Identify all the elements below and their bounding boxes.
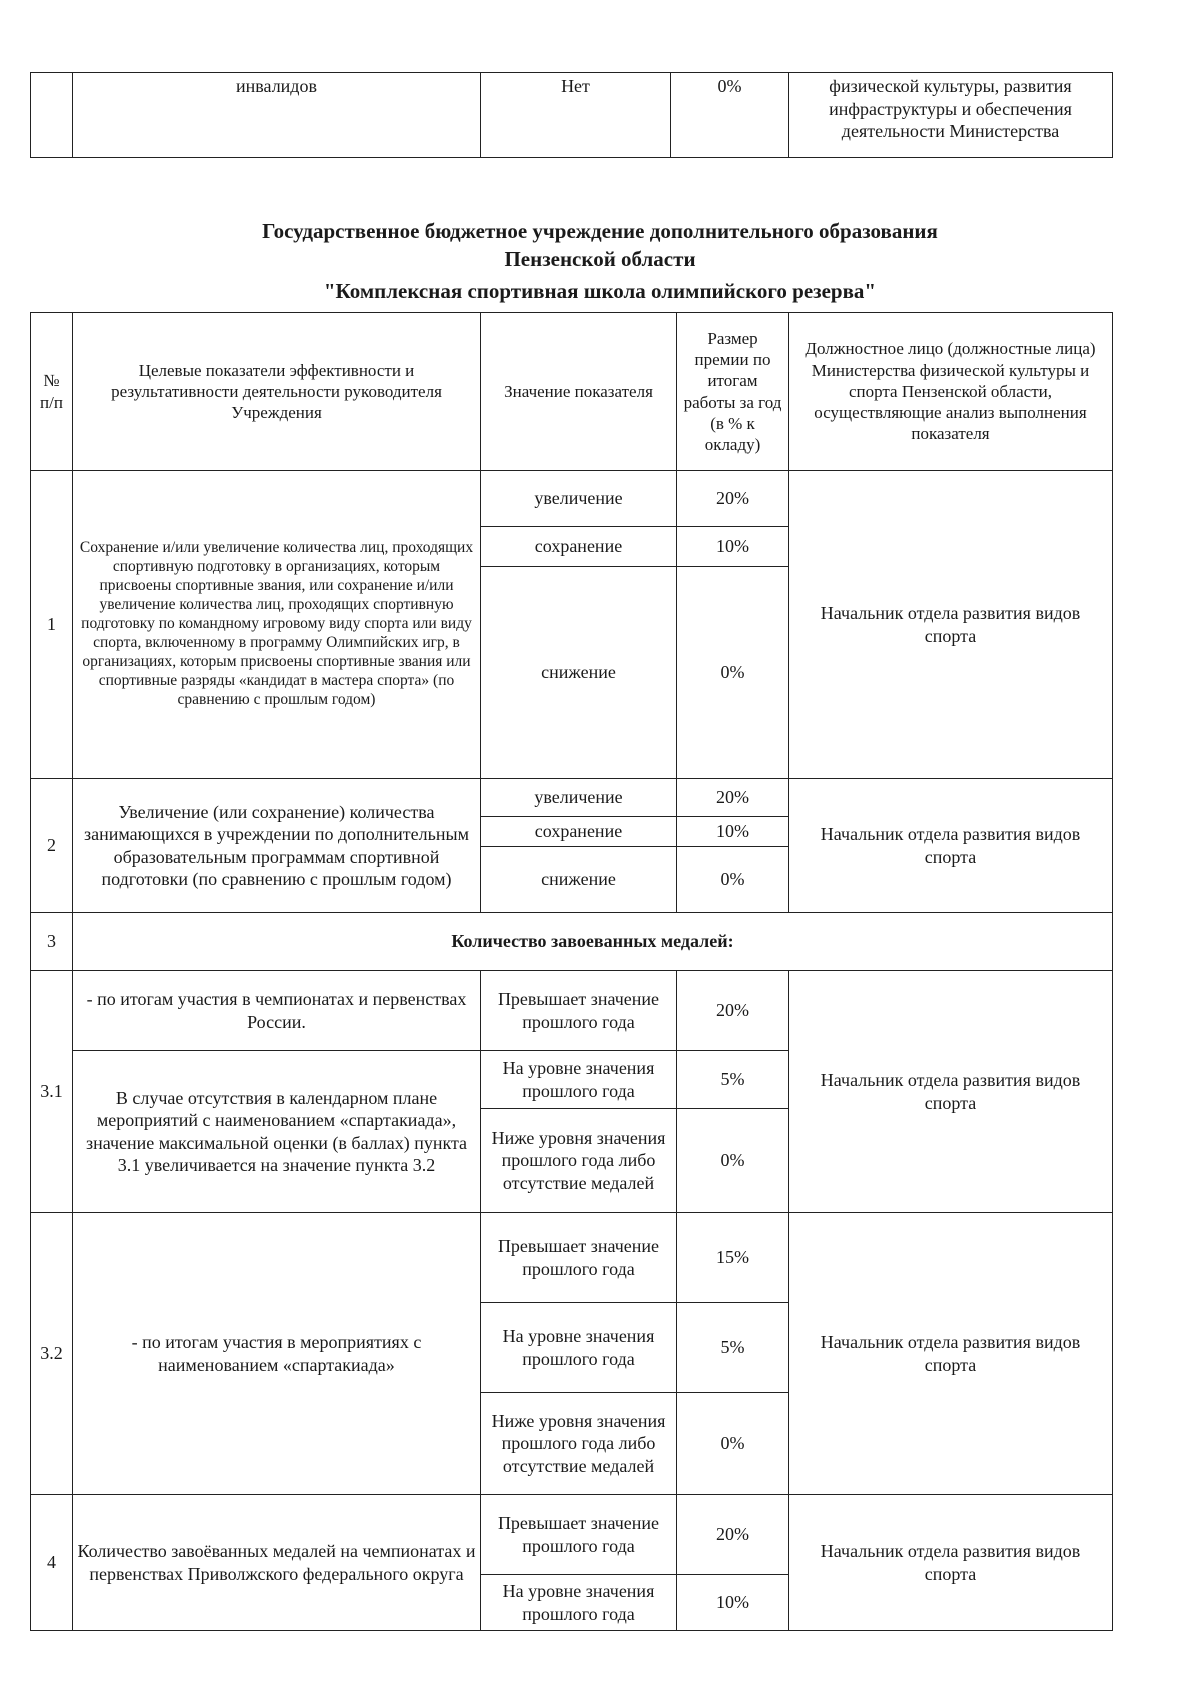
value-cell: Нет xyxy=(481,73,671,158)
percent-cell: 20% xyxy=(677,779,789,817)
row-num: 4 xyxy=(31,1495,73,1631)
value-cell: Превышает значение прошлого года xyxy=(481,1495,677,1575)
value-cell: увеличение xyxy=(481,779,677,817)
percent-cell: 0% xyxy=(677,1393,789,1495)
percent-cell: 0% xyxy=(677,847,789,913)
official-cell: физической культуры, развития инфраструктуры и обеспечения деятельности Министерства xyxy=(789,73,1113,158)
value-cell: сохранение xyxy=(481,817,677,847)
value-cell: снижение xyxy=(481,847,677,913)
table-row xyxy=(31,73,1113,158)
row-criterion: Количество завоёванных медалей на чемпионатах и первенствах Приволжского федерального округа xyxy=(73,1495,481,1631)
value-cell: Превышает значение прошлого года xyxy=(481,971,677,1051)
percent-cell: 10% xyxy=(677,1575,789,1631)
table-row xyxy=(31,913,1113,971)
percent-cell: 10% xyxy=(677,527,789,567)
heading-line-3: "Комплексная спортивная школа олимпийского резерва" xyxy=(323,279,877,303)
row-num: 3 xyxy=(31,913,73,971)
row-num: 1 xyxy=(31,471,73,779)
row-criterion: - по итогам участия в чемпионатах и первенствах России. xyxy=(73,971,481,1051)
percent-cell: 5% xyxy=(677,1303,789,1393)
percent-cell: 20% xyxy=(677,971,789,1051)
row-criterion: Сохранение и/или увеличение количества лиц, проходящих спортивную подготовку в организациях, которым присвоены спортивные звания, или сохранение и/или увеличение количества лиц, проходящих спортивную подготовку по командному игровому виду спорта или виду спорта, включенному в программу Олимпийских игр, в организациях, которым присвоены спортивные звания или спортивные разряды «кандидат в мастера спорта» (по сравнению с прошлым годом) xyxy=(73,471,481,779)
official-cell: Начальник отдела развития видов спорта xyxy=(789,471,1113,779)
row-criterion: Увеличение (или сохранение) количества занимающихся в учреждении по дополнительным образовательным программам спортивной подготовки (по сравнению с прошлым годом) xyxy=(73,779,481,913)
percent-cell: 0% xyxy=(677,567,789,779)
value-cell: На уровне значения прошлого года xyxy=(481,1051,677,1109)
table-row xyxy=(31,471,1113,527)
row-num: 2 xyxy=(31,779,73,913)
percent-cell: 0% xyxy=(671,73,789,158)
value-cell: Превышает значение прошлого года xyxy=(481,1213,677,1303)
section-title: Количество завоеванных медалей: xyxy=(73,913,1113,971)
header-indicator: Целевые показатели эффективности и результативности деятельности руководителя Учреждения xyxy=(73,313,481,471)
official-cell: Начальник отдела развития видов спорта xyxy=(789,1495,1113,1631)
percent-cell: 0% xyxy=(677,1109,789,1213)
heading-line-2: Пензенской области xyxy=(504,247,696,271)
row-num: 3.1 xyxy=(31,971,73,1213)
row-criterion: - по итогам участия в мероприятиях с наименованием «спартакиада» xyxy=(73,1213,481,1495)
header-official: Должностное лицо (должностные лица) Министерства физической культуры и спорта Пензенской области, осуществляющие анализ выполнения показателя xyxy=(789,313,1113,471)
value-cell: сохранение xyxy=(481,527,677,567)
value-cell: увеличение xyxy=(481,471,677,527)
continued-table xyxy=(30,72,1113,158)
table-header-row xyxy=(31,313,1113,471)
percent-cell: 15% xyxy=(677,1213,789,1303)
row-num: 3.2 xyxy=(31,1213,73,1495)
value-cell: На уровне значения прошлого года xyxy=(481,1575,677,1631)
indicator-cell: инвалидов xyxy=(73,73,481,158)
num-cell xyxy=(31,73,73,158)
header-bonus: Размер премии по итогам работы за год (в % к окладу) xyxy=(677,313,789,471)
header-num: № п/п xyxy=(31,313,73,471)
official-cell: Начальник отдела развития видов спорта xyxy=(789,971,1113,1213)
value-cell: снижение xyxy=(481,567,677,779)
table-row xyxy=(31,971,1113,1051)
percent-cell: 20% xyxy=(677,471,789,527)
header-value: Значение показателя xyxy=(481,313,677,471)
table-row xyxy=(31,1213,1113,1303)
percent-cell: 20% xyxy=(677,1495,789,1575)
row-criterion-note: В случае отсутствия в календарном плане мероприятий с наименованием «спартакиада», значение максимальной оценки (в баллах) пункта 3.1 увеличивается на значение пункта 3.2 xyxy=(73,1051,481,1213)
percent-cell: 5% xyxy=(677,1051,789,1109)
table-row xyxy=(31,1495,1113,1575)
indicators-table xyxy=(30,312,1113,1631)
official-cell: Начальник отдела развития видов спорта xyxy=(789,779,1113,913)
table-row xyxy=(31,779,1113,817)
value-cell: На уровне значения прошлого года xyxy=(481,1303,677,1393)
value-cell: Ниже уровня значения прошлого года либо отсутствие медалей xyxy=(481,1393,677,1495)
heading-line-1: Государственное бюджетное учреждение дополнительного образования xyxy=(262,219,938,243)
value-cell: Ниже уровня значения прошлого года либо отсутствие медалей xyxy=(481,1109,677,1213)
official-cell: Начальник отдела развития видов спорта xyxy=(789,1213,1113,1495)
percent-cell: 10% xyxy=(677,817,789,847)
